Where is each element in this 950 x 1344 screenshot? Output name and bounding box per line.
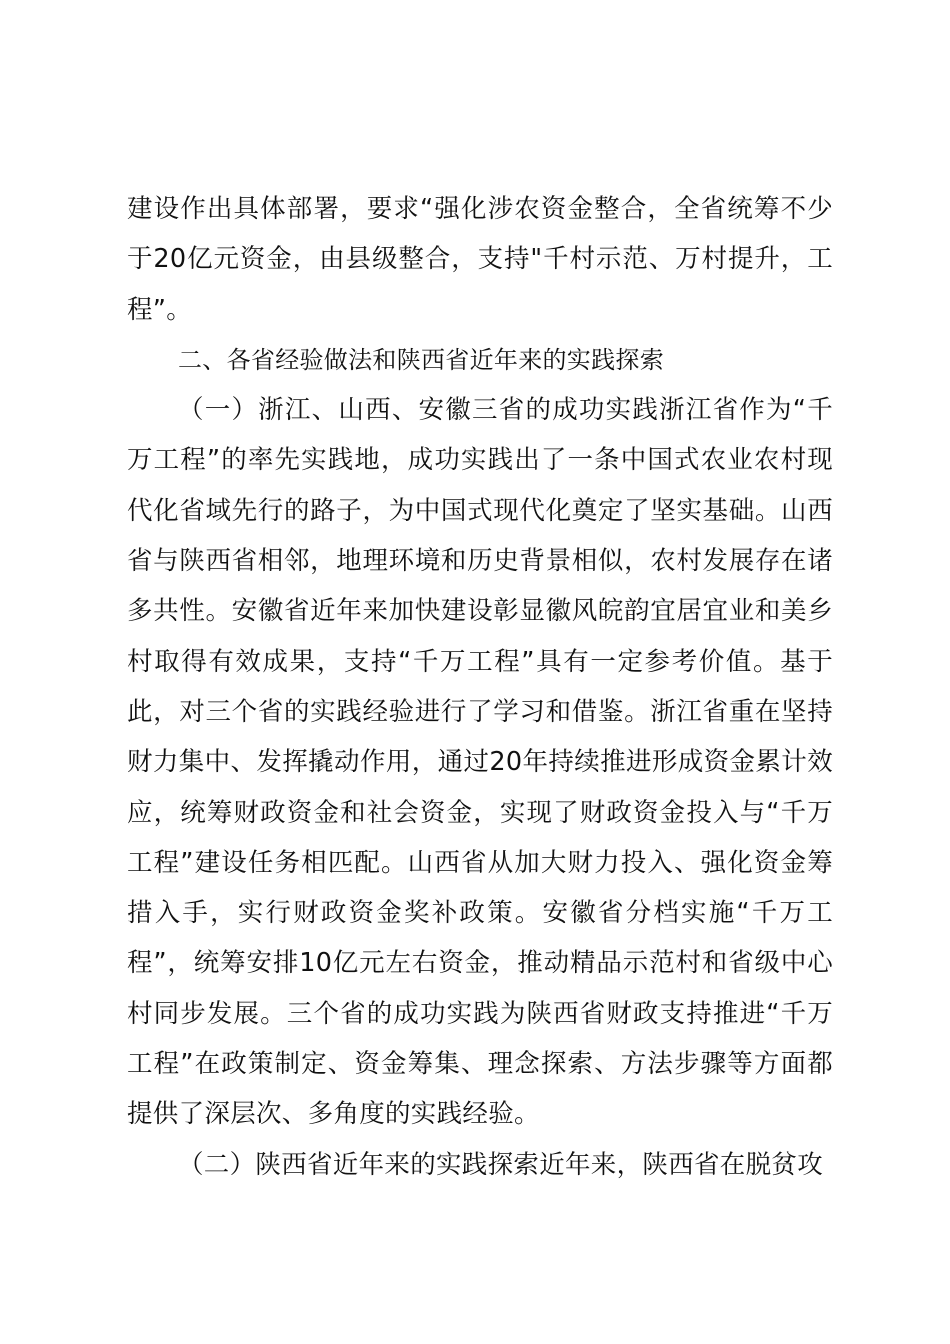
paragraph-continuation: 建设作出具体部署，要求“强化涉农资金整合，全省统筹不少于20亿元资金，由县级整合，支持"千村示范、万村提升，工程”。 — [127, 194, 833, 325]
document-body — [127, 184, 833, 1190]
paragraph-subsection-1: （一）浙江、山西、安徽三省的成功实践浙江省作为“千万工程”的率先实践地，成功实践出了一条中国式农业农村现代化省域先行的路子，为中国式现代化奠定了坚实基础。山西省与陕西省相邻，地理环境和历史背景相似，农村发展存在诸多共性。安徽省近年来加快建设彰显徽风皖韵宜居宜业和美乡村取得有效成果，支持“千万工程”具有一定参考价值。基于此，对三个省的实践经验进行了学习和借鉴。浙江省重在坚持财力集中、发挥撬动作用，通过20年持续推进形成资金累计效应，统筹财政资金和社会资金，实现了财政资金投入与“千万工程”建设任务相匹配。山西省从加大财力投入、强化资金筹措入手，实行财政资金奖补政策。安徽省分档实施“千万工程”，统筹安排10亿元左右资金，推动精品示范村和省级中心村同步发展。三个省的成功实践为陕西省财政支持推进“千万工程”在政策制定、资金筹集、理念探索、方法步骤等方面都提供了深层次、多角度的实践经验。 — [127, 395, 833, 1130]
paragraph-subsection-2: （二）陕西省近年来的实践探索近年来，陕西省在脱贫攻 — [178, 1149, 824, 1180]
section-heading: 二、各省经验做法和陕西省近年来的实践探索 — [178, 345, 664, 374]
